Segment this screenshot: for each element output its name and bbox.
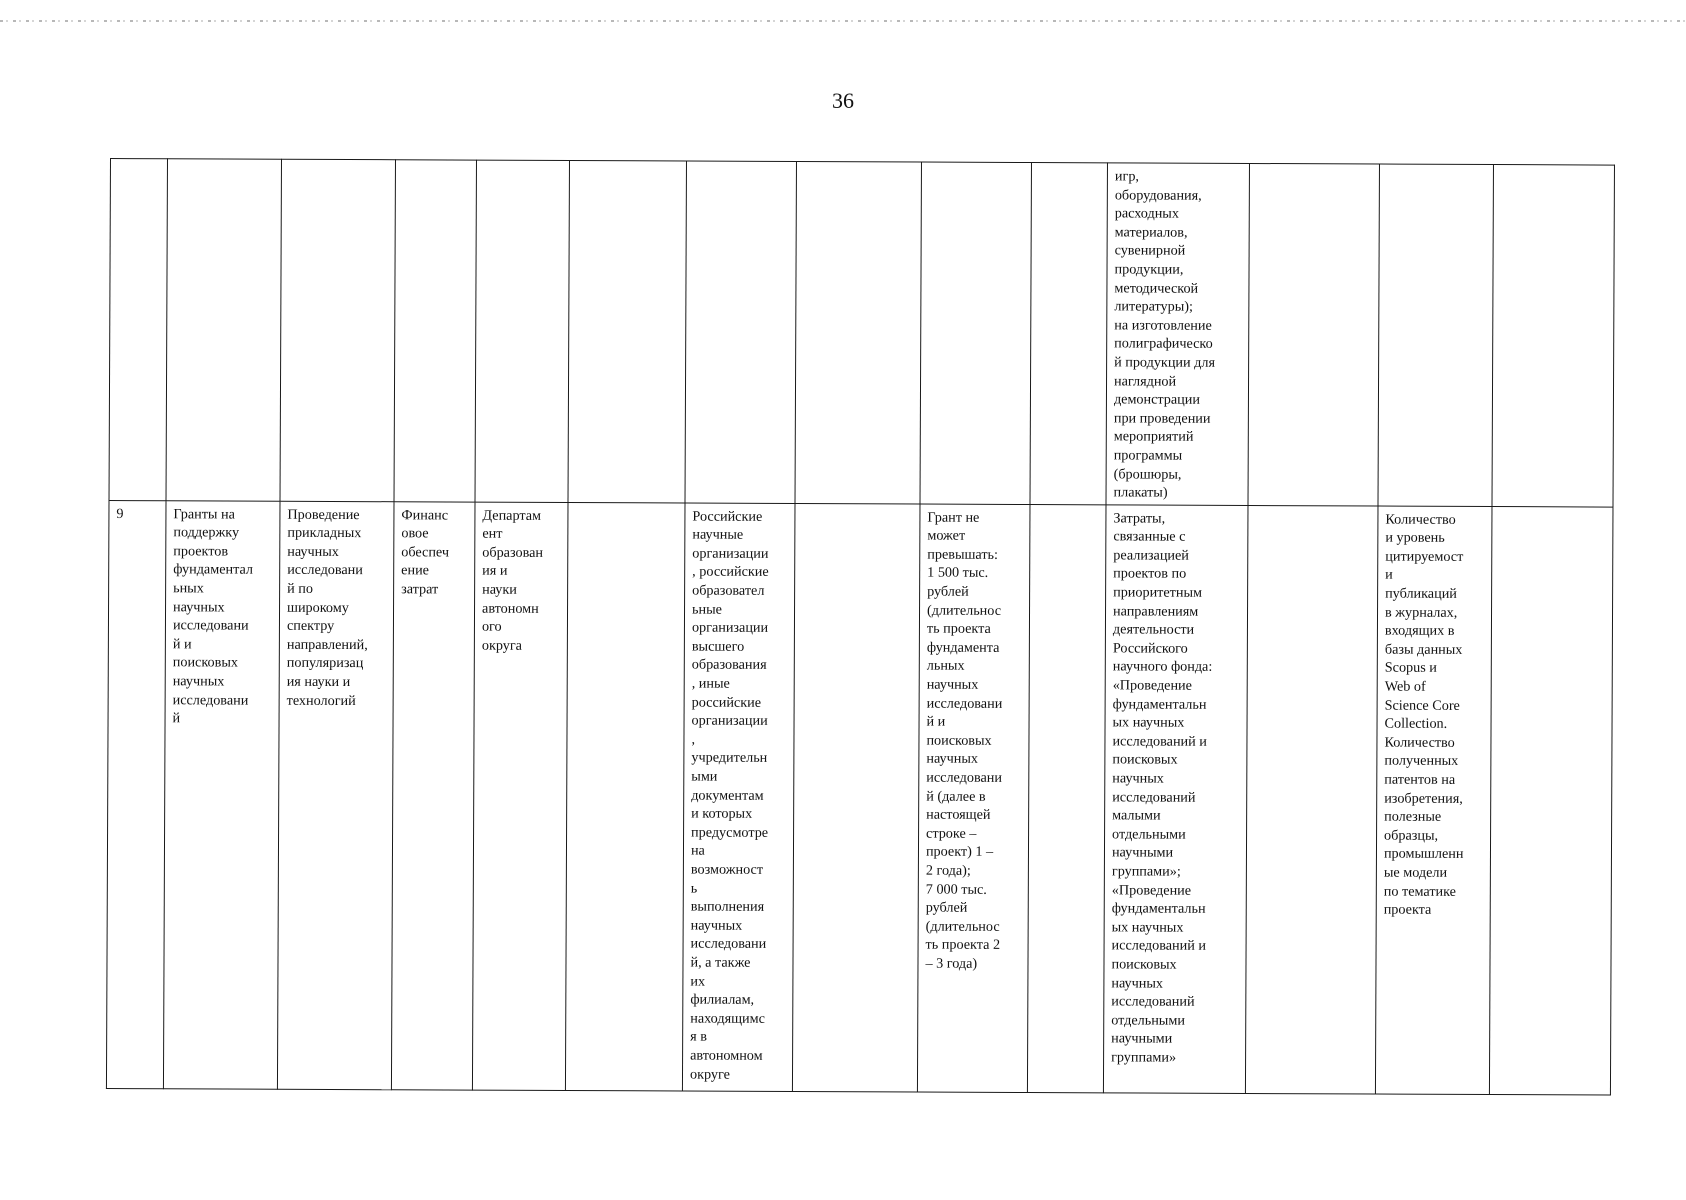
table-cell xyxy=(565,502,685,1091)
table-cell xyxy=(1027,504,1106,1092)
recipients-cell: Российские научные организации , российские образовател ьные организации высшего образования , иные российские организации , учредительн ыми документам и которых предусмотре на возможност ь выполнения научных исследовани й, а также их филиалам, находящимс я в автономном округе xyxy=(682,503,795,1091)
row-number-cell: 9 xyxy=(106,500,166,1088)
table-cell xyxy=(685,161,796,503)
table-cell xyxy=(792,503,920,1092)
table-cell xyxy=(166,159,281,501)
table-cell xyxy=(1248,163,1379,505)
table-cell xyxy=(568,161,686,503)
table-cell xyxy=(795,161,921,503)
expenses-cell: Затраты, связанные с реализацией проектов по приоритетным направлениям деятельности Российского научного фонда: «Проведение фундаментальн ых научных исследований и поисковых научных исследований малыми отдельными научными группами»; «Проведение фундаментальн ых научных исследований и поисковых научных исследований отдельными научными группами» xyxy=(1103,505,1248,1094)
table-cell xyxy=(280,159,395,501)
table-cell xyxy=(1489,506,1613,1095)
measure-name-cell: Гранты на поддержку проектов фундаментал ьных научных исследовани й и поисковых научных исследовани й xyxy=(163,500,280,1088)
table-cell xyxy=(1030,163,1107,505)
department-cell: Департам ент образован ия и науки автономн ого округа xyxy=(472,502,568,1090)
table-row-9 xyxy=(106,500,1613,1095)
program-table xyxy=(106,158,1615,1095)
indicators-cell: Количество и уровень цитируемост и публикаций в журналах, входящих в базы данных Scopus и Web of Science Core Collection. Количество полученных патентов на изобретения, полезные образцы, промышленн ые модели по тематике проекта xyxy=(1375,506,1492,1094)
table-row-continuation xyxy=(109,159,1614,507)
table-cell xyxy=(394,160,476,502)
support-form-cell: Финанс овое обеспеч ение затрат xyxy=(391,501,475,1089)
table-cell xyxy=(1378,164,1493,506)
page-number: 36 xyxy=(832,88,854,113)
grant-amount-cell: Грант не может превышать: 1 500 тыс. рублей (длительнос ть проекта фундамента льных научных исследовани й и поисковых научных исследовани й (далее в настоящей строке – проект) 1 – 2 года); 7 000 тыс. рублей (длительнос ть проекта 2 – 3 года) xyxy=(917,504,1030,1092)
purpose-cell: Проведение прикладных научных исследовани й по широкому спектру направлений, популяризац ия науки и технологий xyxy=(277,501,394,1089)
table-cell xyxy=(475,160,569,502)
table-cell xyxy=(109,159,167,501)
table-cell xyxy=(920,162,1031,504)
table-cell-expenses: игр, оборудования, расходных материалов, сувенирной продукции, методической литературы); на изготовление полиграфическо й продукции для наглядной демонстрации при проведении мероприятий программы (брошюры, плакаты) xyxy=(1106,163,1249,505)
scan-edge-line xyxy=(0,20,1686,22)
table-cell xyxy=(1492,165,1614,507)
table-cell xyxy=(1245,505,1378,1094)
